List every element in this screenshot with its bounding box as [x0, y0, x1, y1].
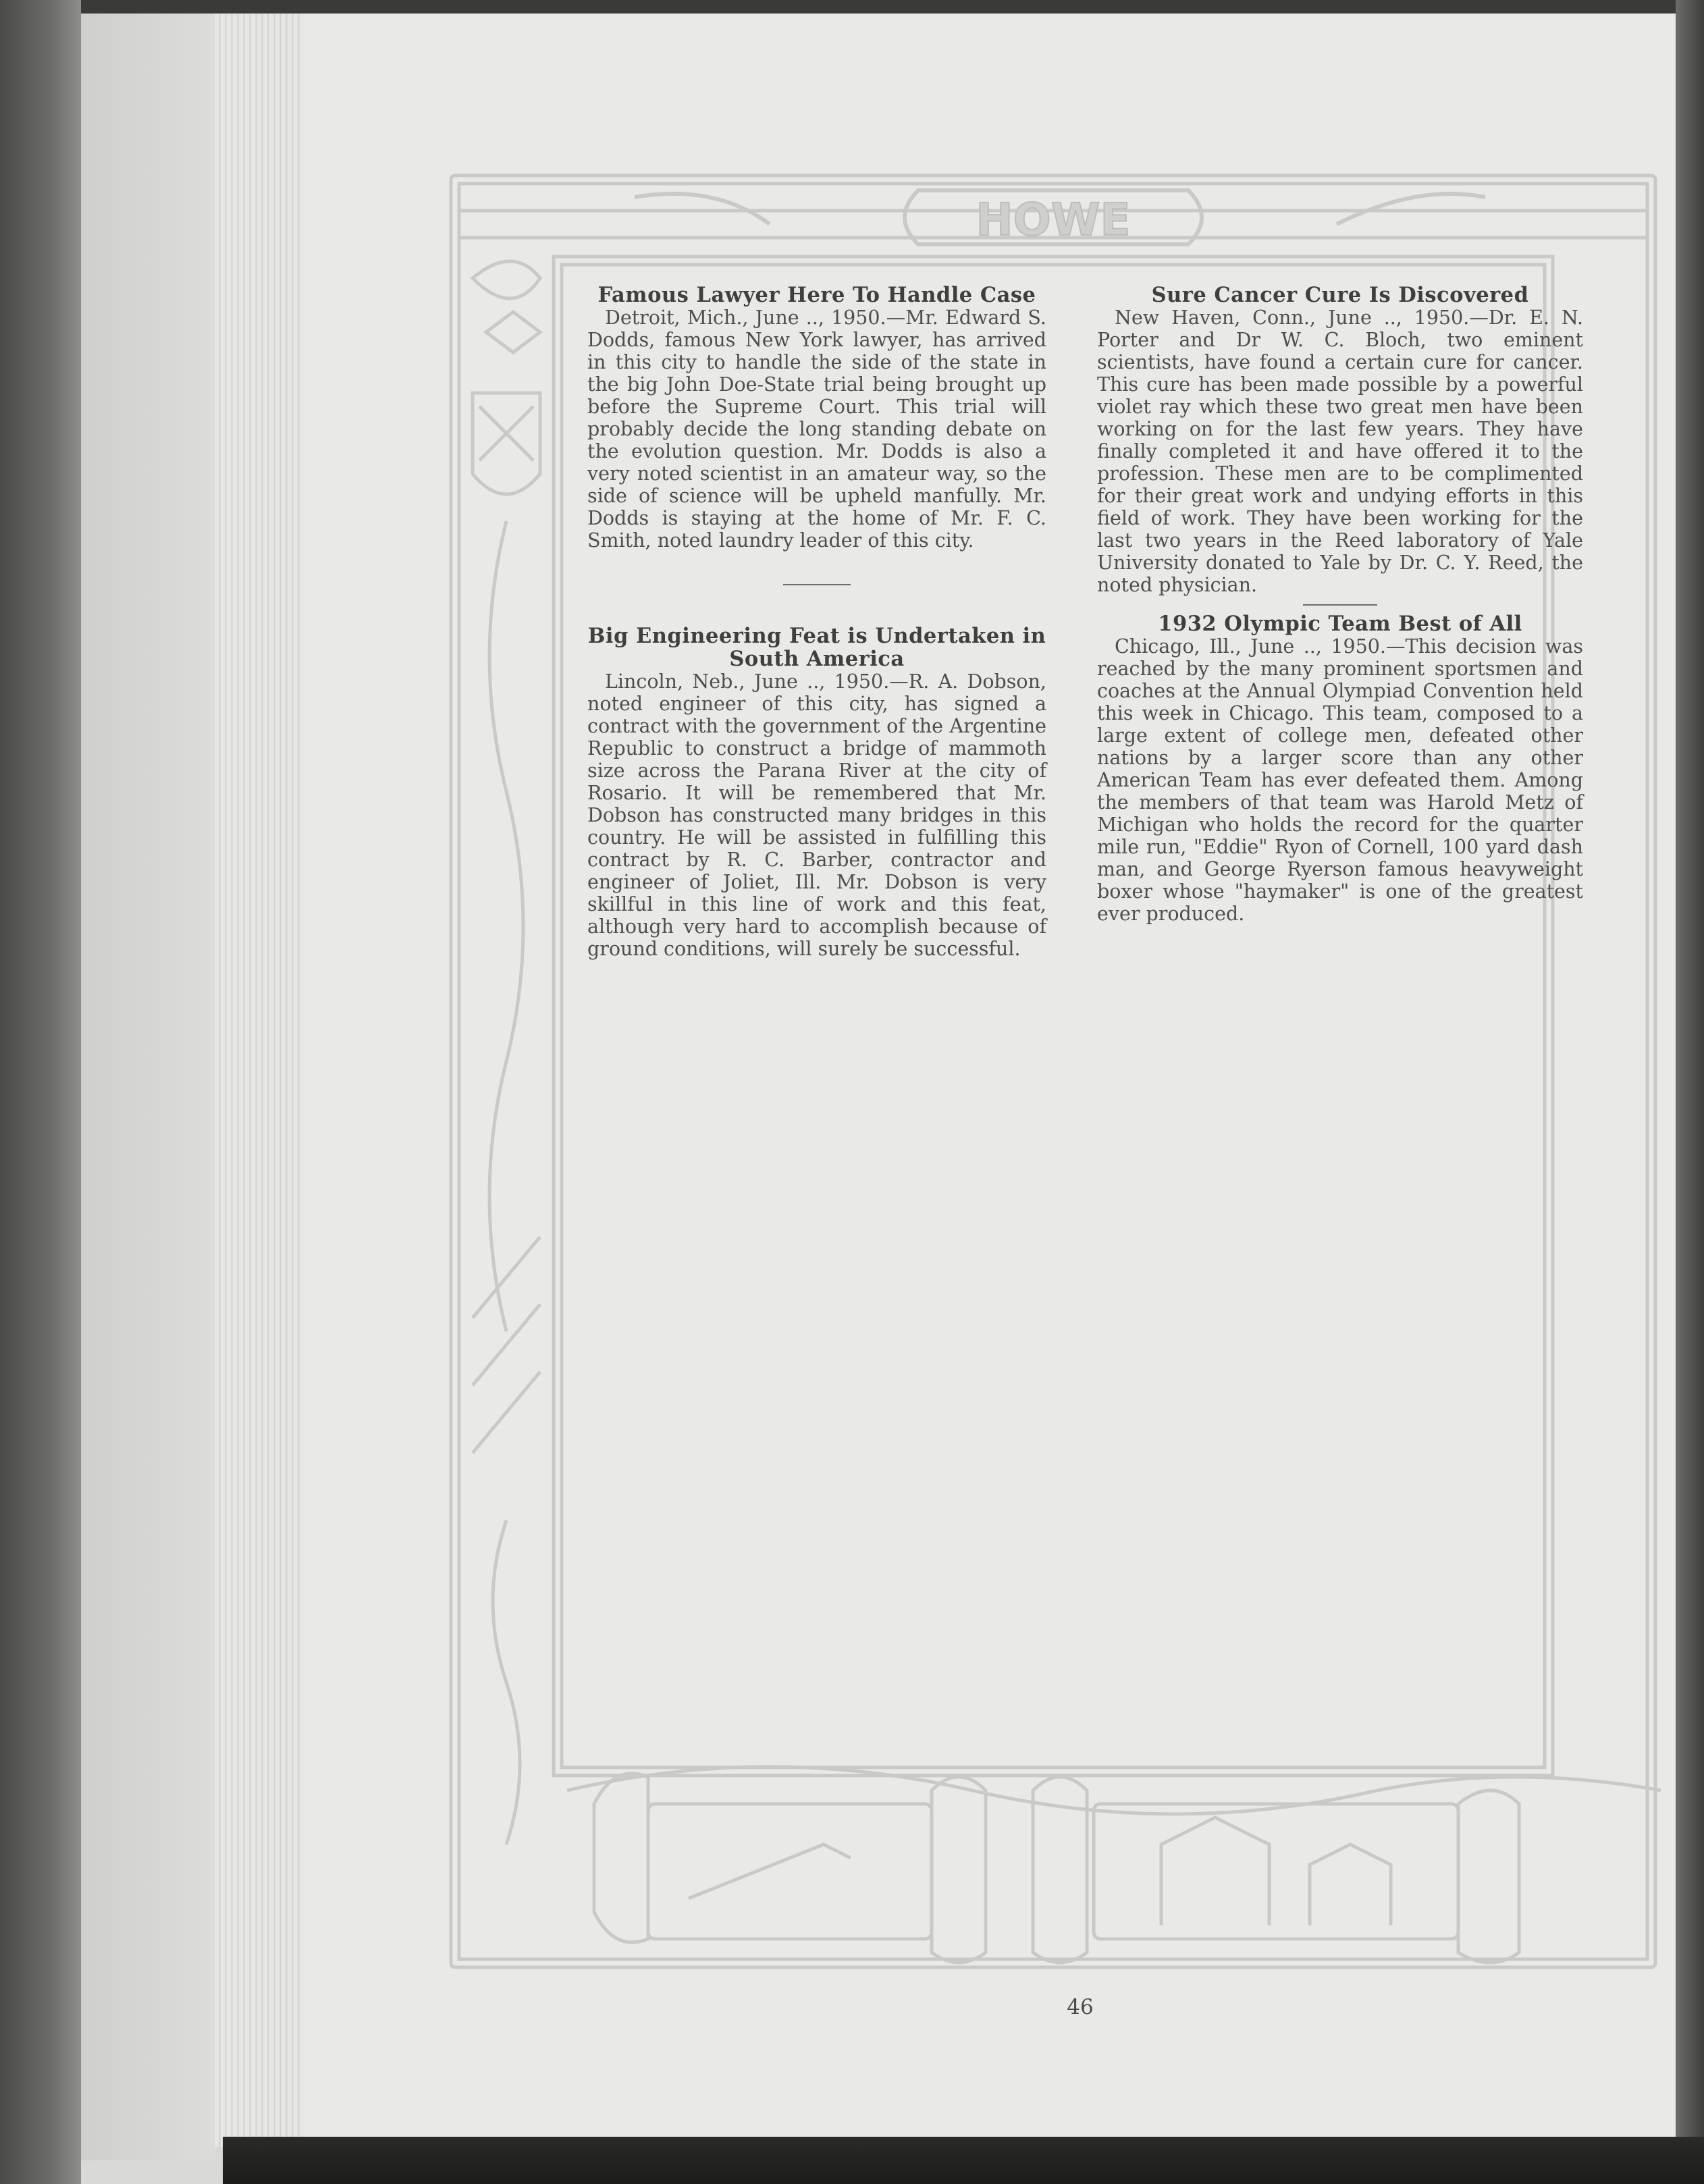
article-divider — [1303, 604, 1377, 606]
header-label: HOWE — [976, 194, 1131, 246]
article-divider — [783, 584, 851, 585]
article-headline: Famous Lawyer Here To Handle Case — [597, 283, 1036, 307]
article-headline: 1932 Olympic Team Best of All — [1158, 612, 1522, 636]
article-body: Lincoln, Neb., June .., 1950.—R. A. Dobson, noted engineer of this city, has signed a contract with the government of the Argentine Republic to construct a bridge of mammoth size across the Parana River at the city of Rosario. It will be remembered that Mr. Dobson has constructed many bridges in this country. He will be assisted in fulfilling this contract by R. C. Barber, contractor and engineer of Joliet, Ill. Mr. Dobson is very skillful in this line of work and this feat, although very hard to accomplish because of ground conditions, will surely be successful. — [587, 670, 1046, 960]
article-olympic-team — [1097, 612, 1583, 925]
book-cover-edge — [0, 0, 81, 2184]
article-cancer-cure — [1097, 284, 1583, 596]
article-headline: Big Engineering Feat is Undertaken in South America — [587, 624, 1046, 671]
scan-top-edge — [0, 0, 1704, 15]
right-column — [1097, 284, 1583, 925]
article-body: Chicago, Ill., June .., 1950.—This decision was reached by the many prominent sportsmen and coaches at the Annual Olympiad Convention held this week in Chicago. This team, composed to a large extent of college men, defeated other nations by a larger score than any other American Team has ever defeated them. Among the members of that team was Harold Metz of Michigan who holds the record for the quarter mile run, "Eddie" Ryon of Cornell, 100 yard dash man, and George Ryerson famous heavyweight boxer whose "haymaker" is one of the greatest ever produced. — [1097, 635, 1583, 925]
page-edges — [215, 14, 309, 2147]
article-famous-lawyer — [587, 284, 1046, 552]
article-headline: Sure Cancer Cure Is Discovered — [1151, 283, 1529, 307]
scan-right-edge — [1676, 0, 1704, 2184]
book-board — [81, 14, 216, 2160]
left-column — [587, 284, 1046, 960]
scan-bottom-edge — [223, 2137, 1704, 2184]
article-body: New Haven, Conn., June .., 1950.—Dr. E. N. Porter and Dr W. C. Bloch, two eminent scientists, have found a certain cure for cancer. This cure has been made possible by a powerful violet ray which these two great men have been working on for the last few years. They have finally completed it and have offered it to the profession. These men are to be complimented for their great work and undying efforts in this field of work. They have been working for the last two years in the Reed laboratory of Yale University donated to Yale by Dr. C. Y. Reed, the noted physician. — [1097, 307, 1583, 596]
page-number: 46 — [1067, 1995, 1094, 2019]
article-engineering-feat — [587, 624, 1046, 960]
article-body: Detroit, Mich., June .., 1950.—Mr. Edward S. Dodds, famous New York lawyer, has arrived in this city to handle the side of the state in the big John Doe-State trial being brought up before the Supreme Court. This trial will probably decide the long standing debate on the evolution question. Mr. Dodds is also a very noted scientist in an amateur way, so the side of science will be upheld manfully. Mr. Dodds is staying at the home of Mr. F. C. Smith, noted laundry leader of this city. — [587, 307, 1046, 552]
